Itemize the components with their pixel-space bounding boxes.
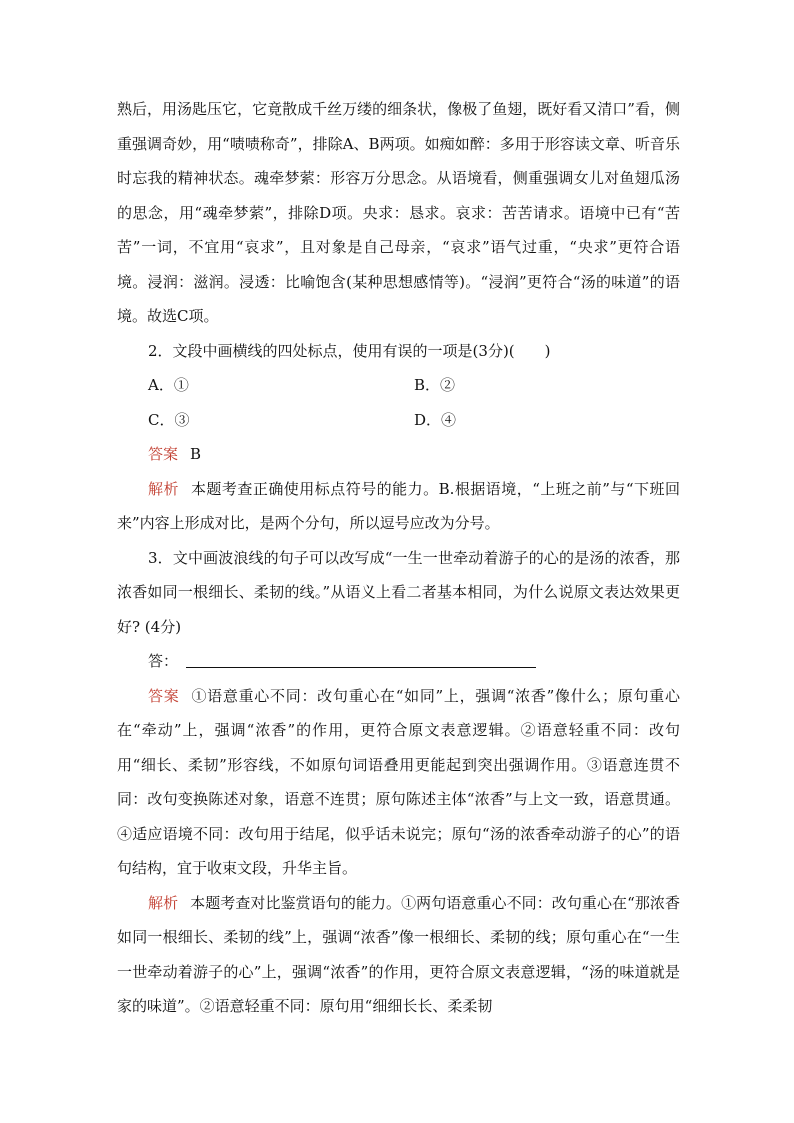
question-2-answer (117, 437, 680, 472)
option-b: B．② (414, 376, 456, 394)
answer-label: 答案 (148, 686, 180, 705)
answer-value: B (190, 445, 202, 463)
question-3-answer (117, 679, 680, 886)
analysis-text: 本题考查正确使用标点符号的能力。B.根据语境，“上班之前”与“下班回来”内容上形成对比，是两个分句，所以逗号应改为分号。 (117, 479, 680, 532)
analysis-label: 解析 (148, 893, 179, 912)
explanation-continued: 熟后，用汤匙压它，它竟散成千丝万缕的细条状，像极了鱼翅，既好看又清口”看，侧重强调奇妙，用“啧啧称奇”，排除A、B两项。如痴如醉：多用于形容读文章、听音乐时忘我的精神状态。魂牵梦萦：形容万分思念。从语境看，侧重强调女儿对鱼翅瓜汤的思念，用“魂牵梦萦”，排除D项。央求：恳求。哀求：苦苦请求。语境中已有“苦苦”一词，不宜用“哀求”，且对象是自己母亲，“哀求”语气过重，“央求”更符合语境。浸润：滋润。浸透：比喻饱含(某种思想感情等)。“浸润”更符合“汤的味道”的语境。故选C项。 (117, 100, 680, 325)
answer-blank-line (186, 647, 536, 668)
analysis-text: 本题考查对比鉴赏语句的能力。①两句语意重心不同：改句重心在“那浓香如同一根细长、柔韧的线”上，强调“浓香”像一根细长、柔韧的线；原句重心在“一生一世牵动着游子的心”上，强调“浓香”的作用，更符合原文表意逻辑，“汤的味道就是家的味道”。②语意轻重不同：原句用“细细长长、柔柔韧 (117, 893, 680, 1015)
question-3-stem: 3．文中画波浪线的句子可以改写成“一生一世牵动着游子的心的是汤的浓香，那浓香如同一根细长、柔韧的线。”从语义上看二者基本相同，为什么说原文表达效果更好? (4分) (117, 548, 680, 636)
option-c: C．③ (148, 410, 190, 429)
question-2-options-row-1 (117, 368, 680, 403)
question-2-stem: 2．文段中画横线的四处标点，使用有误的一项是(3分)( ) (148, 341, 551, 360)
question-3-answer-blank (117, 644, 680, 679)
document-body (117, 92, 680, 1024)
answer-text: ①语意重心不同：改句重心在“如同”上，强调“浓香”像什么；原句重心在“牵动”上，强调“浓香”的作用，更符合原文表意逻辑。②语意轻重不同：改句用“细长、柔韧”形容线，不如原句词语叠用更能起到突出强调作用。③语意连贯不同：改句变换陈述对象，语意不连贯；原句陈述主体“浓香”与上文一致，语意贯通。④适应语境不同：改句用于结尾，似乎话未说完；原句“汤的浓香牵动游子的心”的语句结构，宜于收束文段，升华主旨。 (117, 686, 680, 877)
question-2-options-row-2 (117, 403, 680, 438)
option-d: D．④ (414, 410, 457, 429)
option-a: A．① (148, 376, 189, 394)
question-3-analysis (117, 886, 680, 1024)
answer-label: 答案 (148, 445, 179, 463)
blank-label: 答： (148, 652, 179, 670)
question-2-analysis (117, 472, 680, 541)
analysis-label: 解析 (148, 479, 179, 498)
